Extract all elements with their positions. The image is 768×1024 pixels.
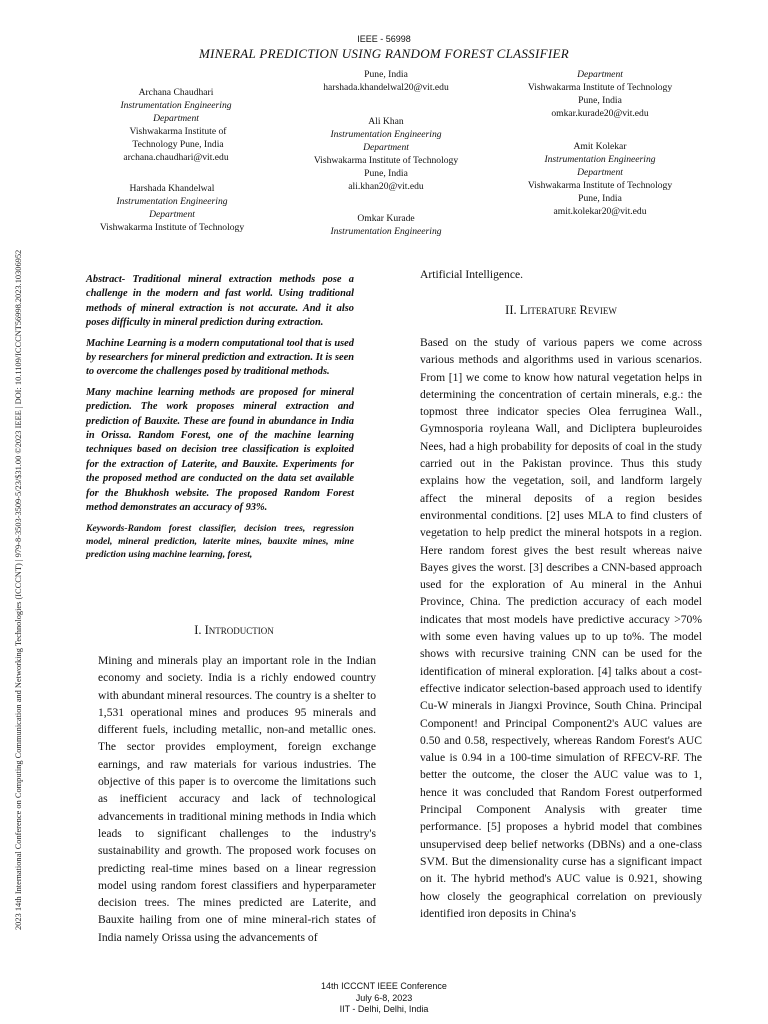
paper-title: MINERAL PREDICTION USING RANDOM FOREST CLASSIFIER xyxy=(199,46,569,61)
author-name: Ali Khan xyxy=(368,116,404,127)
conference-footer xyxy=(284,981,484,1016)
author-institution: Vishwakarma Institute of Technology Pune, India xyxy=(129,126,227,150)
introduction-body xyxy=(98,652,376,946)
author-institution: Vishwakarma Institute of Technology xyxy=(527,180,673,191)
author-institution: Vishwakarma Institute of Technology xyxy=(527,82,673,93)
author-dept: Instrumentation Engineering xyxy=(120,100,232,111)
author-city: Pune, India xyxy=(578,95,622,106)
author-dept-2: Department xyxy=(363,142,409,153)
author-name: Amit Kolekar xyxy=(573,141,627,152)
footer-line: July 6-8, 2023 xyxy=(355,992,413,1003)
author-email: ali.khan20@vit.edu xyxy=(348,181,424,192)
intro-continuation: Artificial Intelligence. xyxy=(420,268,524,281)
literature-review-body xyxy=(420,334,702,922)
author-amit xyxy=(510,140,690,218)
author-dept-2: Department xyxy=(153,113,199,124)
author-dept: Instrumentation Engineering xyxy=(544,154,656,165)
abstract-paragraph: Machine Learning is a modern computational tool that is used by researchers for mineral prediction and extraction. It is seen to overcome the challenges posed by traditional methods. xyxy=(86,337,354,378)
author-harshada xyxy=(86,182,258,234)
author-harshada-cont xyxy=(296,68,476,94)
author-dept-2: Department xyxy=(577,69,623,80)
abstract xyxy=(86,273,354,567)
author-name: Archana Chaudhari xyxy=(138,87,214,98)
author-city: Pune, India xyxy=(364,168,408,179)
author-name: Harshada Khandelwal xyxy=(129,183,215,194)
author-dept-2: Department xyxy=(149,209,195,220)
footer-line: 14th ICCCNT IEEE Conference xyxy=(321,981,447,991)
conference-id: IEEE - 56998 xyxy=(357,34,411,44)
author-email: harshada.khandelwal20@vit.edu xyxy=(323,82,449,93)
keywords: Keywords-Random forest classifier, decision trees, regression model, mineral prediction, laterite mines, bauxite mines, mine prediction using machine learning, forest, xyxy=(86,522,354,560)
author-institution: Vishwakarma Institute of Technology xyxy=(313,155,459,166)
author-dept-2: Department xyxy=(577,167,623,178)
author-dept: Instrumentation Engineering xyxy=(116,196,228,207)
author-city: Pune, India xyxy=(364,69,408,80)
author-ali xyxy=(296,115,476,193)
author-email: omkar.kurade20@vit.edu xyxy=(551,108,649,119)
section-heading-literature-review: II. Literature Review xyxy=(505,303,617,317)
author-dept: Instrumentation Engineering xyxy=(330,226,442,237)
author-email: amit.kolekar20@vit.edu xyxy=(553,206,647,217)
author-archana xyxy=(96,86,256,164)
footer-line: IIT - Delhi, Delhi, India xyxy=(339,1004,429,1014)
literature-review-paragraph: Based on the study of various papers we come across various methods and algorithms used in various scenarios. From [1] we come to know how natural vegetation helps in determining the concentration of certain minerals, e.g.: the topmost three indicator species Olea ferruginea Wall., Gymnosporia royleana Wall, and Dicliptera bupleuroides Nees, had a high probability for deposits of coal in the study carried out in the Pakistan province. Thus this study explains how the vegetation, soil, and landform largely affect the mineral deposits of a region besides environmental conditions. [2] uses MLA to find clusters of vegetation to help predict the mineral hotspots in a region. Here random forest gives the best result whereas naive Bayes gives the worst. [3] describes a CNN-based approach used for the exploration of Au mineral in the Anhui Province, China. The prediction accuracy of each model indicates that most models have predictive accuracy >70% with some even having values up to up to%. The model shows with recursive training CNN can be used for the identification of mineral exploration. [4] talks about a cost-effective indicator selection-based approach used to identify Cu-W minerals in Jiangxi Province, South China. Principal Component! and Principal Component2's AUC values are 0.50 and 0.58, respectively, whereas Random Forest's AUC value is 0.94 in a 100-time simulation of RFECV-RF. The better the outcome, the closer the AUC value was to 1, hence it was concluded that Random Forest outperformed Principal Component Analysis with greater time performance. [5] proposes a hybrid model that combines unsupervised deep belief networks (DBNs) and a one-class SVM. But the dimensionality curse has a significant impact on it. The hybrid method's AUC value is 0.921, showing how closely the geographical correlation on previously identified iron deposits in China's xyxy=(420,336,702,920)
side-citation-note: 2023 14th International Conference on Computing Communication and Networking Technologies (ICCCNT) | 979-8-3503-3509-5/23/$31.00 ©2023 IEEE | DOI: 10.1109/ICCCNT56998.2023.10306952 xyxy=(14,249,23,930)
author-email: archana.chaudhari@vit.edu xyxy=(123,152,229,163)
author-institution: Vishwakarma Institute of Technology xyxy=(99,222,245,233)
author-omkar xyxy=(296,212,476,238)
author-name: Omkar Kurade xyxy=(357,213,415,224)
author-omkar-cont xyxy=(510,68,690,120)
section-heading-introduction: I. Introduction xyxy=(194,623,274,637)
abstract-paragraph: Many machine learning methods are proposed for mineral prediction. The work proposes mineral extraction and prediction of Bauxite. These are found in abundance in India in Orissa. Random Forest, one of the machine learning techniques based on decision tree classification is exploited for the extraction of Laterite, and Bauxite. Experiments for the proposed method are conducted on the data set available for the Bhukhosh website. The proposed Random Forest method demonstrates an accuracy of 93%. xyxy=(86,386,354,514)
abstract-paragraph: Abstract- Traditional mineral extraction methods pose a challenge in the modern and fast world. Using traditional methods of mineral extraction is not accurate. And it also poses difficulty in mineral prediction during extraction. xyxy=(86,274,354,329)
author-dept: Instrumentation Engineering xyxy=(330,129,442,140)
author-city: Pune, India xyxy=(578,193,622,204)
introduction-paragraph: Mining and minerals play an important role in the Indian economy and society. India is a richly endowed country with abundant mineral resources. The country is a shelter to 1,531 operational mines and produces 95 minerals and different fuels, including metallic, non-and metallic ones. The sector provides employment, foreign exchange earnings, and raw materials for various industries. The objective of this paper is to overcome the limitations such as inefficient accuracy and lack of technological advancements in traditional mining methods in India which leads to significant challenges to the industry's sustainability and growth. The proposed work focuses on predicting real-time mines based on a linear regression model using random forest classifiers and hyperparameter decision trees. The mines predicted are Laterite, and Bauxite hailing from one of mine mineral-rich states of India namely Orissa using the advancements of xyxy=(98,654,376,944)
